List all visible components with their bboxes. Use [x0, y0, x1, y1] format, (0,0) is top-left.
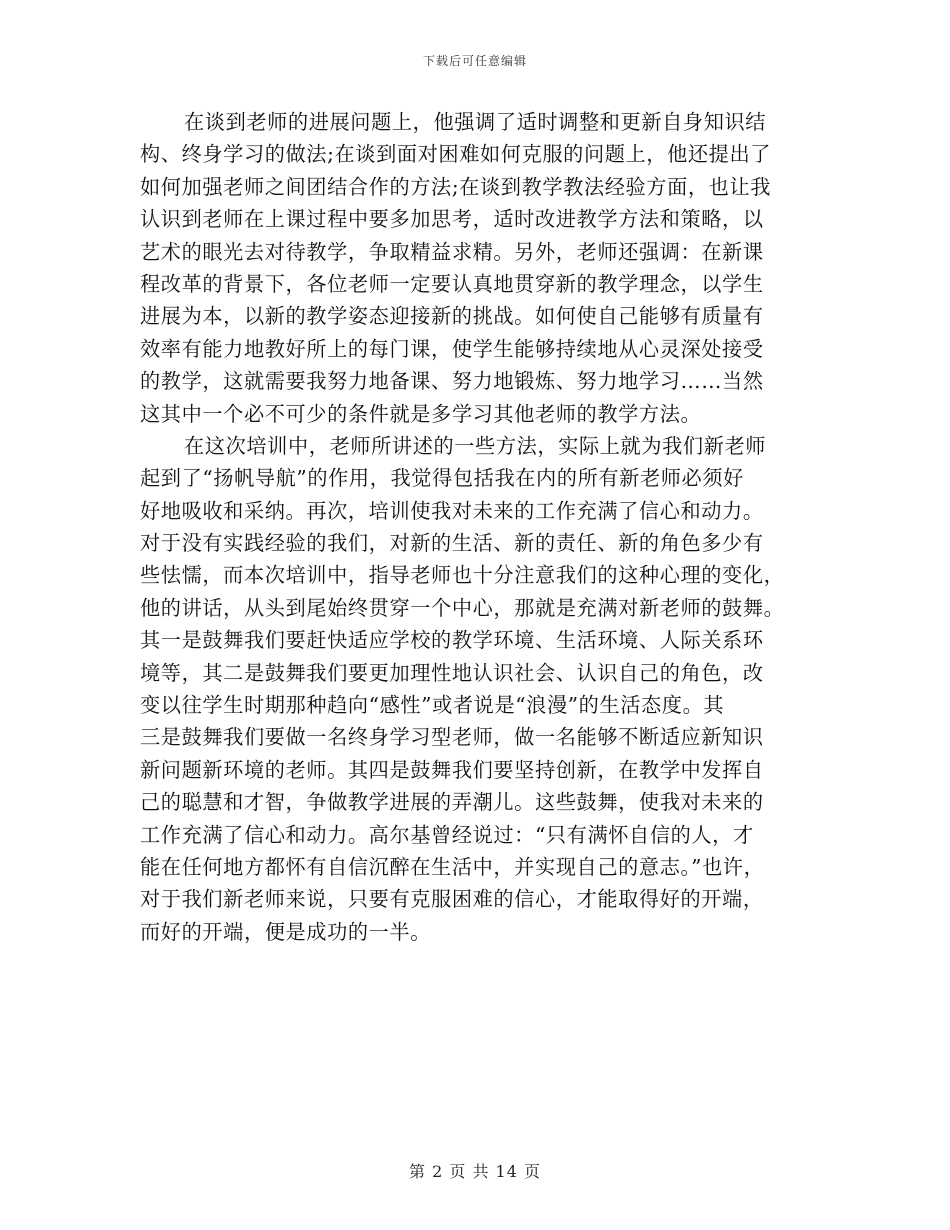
- paragraph-line: 三是鼓舞我们要做一名终身学习型老师，做一名能够不断适应新知识: [140, 725, 764, 750]
- paragraph-line: 些怯懦，而本次培训中，指导老师也十分注意我们的这种心理的变化，: [140, 563, 785, 588]
- paragraph-line: 认识到老师在上课过程中要多加思考，适时改进教学方法和策略，以: [140, 207, 764, 232]
- paragraph-line: 其一是鼓舞我们要赶快适应学校的教学环境、生活环境、人际关系环: [140, 628, 764, 653]
- paragraph-line: 起到了“扬帆导航”的作用，我觉得包括我在内的所有新老师必须好: [140, 466, 744, 491]
- paragraph-line: 能在任何地方都怀有自信沉醉在生活中，并实现自己的意志。”也许，: [140, 854, 765, 879]
- paragraph-line: 效率有能力地教好所上的每门课，使学生能够持续地从心灵深处接受: [140, 336, 764, 361]
- paragraph-line: 在谈到老师的进展问题上，他强调了适时调整和更新自身知识结: [184, 110, 767, 134]
- paragraph-line: 在这次培训中，老师所讲述的一些方法，实际上就为我们新老师: [184, 433, 767, 458]
- paragraph-line: 好地吸收和采纳。再次，培训使我对未来的工作充满了信心和动力。: [140, 498, 764, 523]
- paragraph-line: 对于没有实践经验的我们，对新的生活、新的责任、新的角色多少有: [140, 531, 764, 556]
- document-body: [140, 106, 812, 948]
- paragraph-line: 工作充满了信心和动力。高尔基曾经说过：“只有满怀自信的人，才: [140, 822, 754, 847]
- paragraph-line: 他的讲话，从头到尾始终贯穿一个中心，那就是充满对新老师的鼓舞。: [140, 595, 785, 620]
- paragraph-line: 构、终身学习的做法;在谈到面对困难如何克服的问题上，他还提出了: [140, 142, 772, 167]
- paragraph-line: 进展为本，以新的教学姿态迎接新的挑战。如何使自己能够有质量有: [140, 304, 764, 329]
- page-number: 第 2 页 共 14 页: [409, 1162, 541, 1181]
- paragraph-line: 艺术的眼光去对待教学，争取精益求精。另外，老师还强调：在新课: [140, 239, 764, 264]
- paragraph-line: 对于我们新老师来说，只要有克服困难的信心，才能取得好的开端，: [140, 887, 764, 912]
- paragraph-line: 境等，其二是鼓舞我们要更加理性地认识社会、认识自己的角色，改: [140, 660, 764, 685]
- paragraph-line: 变以往学生时期那种趋向“感性”或者说是“浪漫”的生活态度。其: [140, 693, 725, 718]
- paragraph-line: 己的聪慧和才智，争做教学进展的弄潮儿。这些鼓舞，使我对未来的: [140, 790, 764, 815]
- paragraph-line: 的教学，这就需要我努力地备课、努力地锻炼、努力地学习……当然: [140, 369, 764, 394]
- paragraph-line: 而好的开端，便是成功的一半。: [140, 919, 432, 944]
- paragraph-line: 如何加强老师之间团结合作的方法;在谈到教学教法经验方面，也让我: [140, 174, 772, 199]
- page-header: 下载后可任意编辑: [422, 54, 527, 68]
- paragraph-line: 新问题新环境的老师。其四是鼓舞我们要坚持创新，在教学中发挥自: [140, 757, 764, 782]
- paragraph-line: 这其中一个必不可少的条件就是多学习其他老师的教学方法。: [140, 401, 702, 426]
- paragraph-line: 程改革的背景下，各位老师一定要认真地贯穿新的教学理念，以学生: [140, 271, 764, 296]
